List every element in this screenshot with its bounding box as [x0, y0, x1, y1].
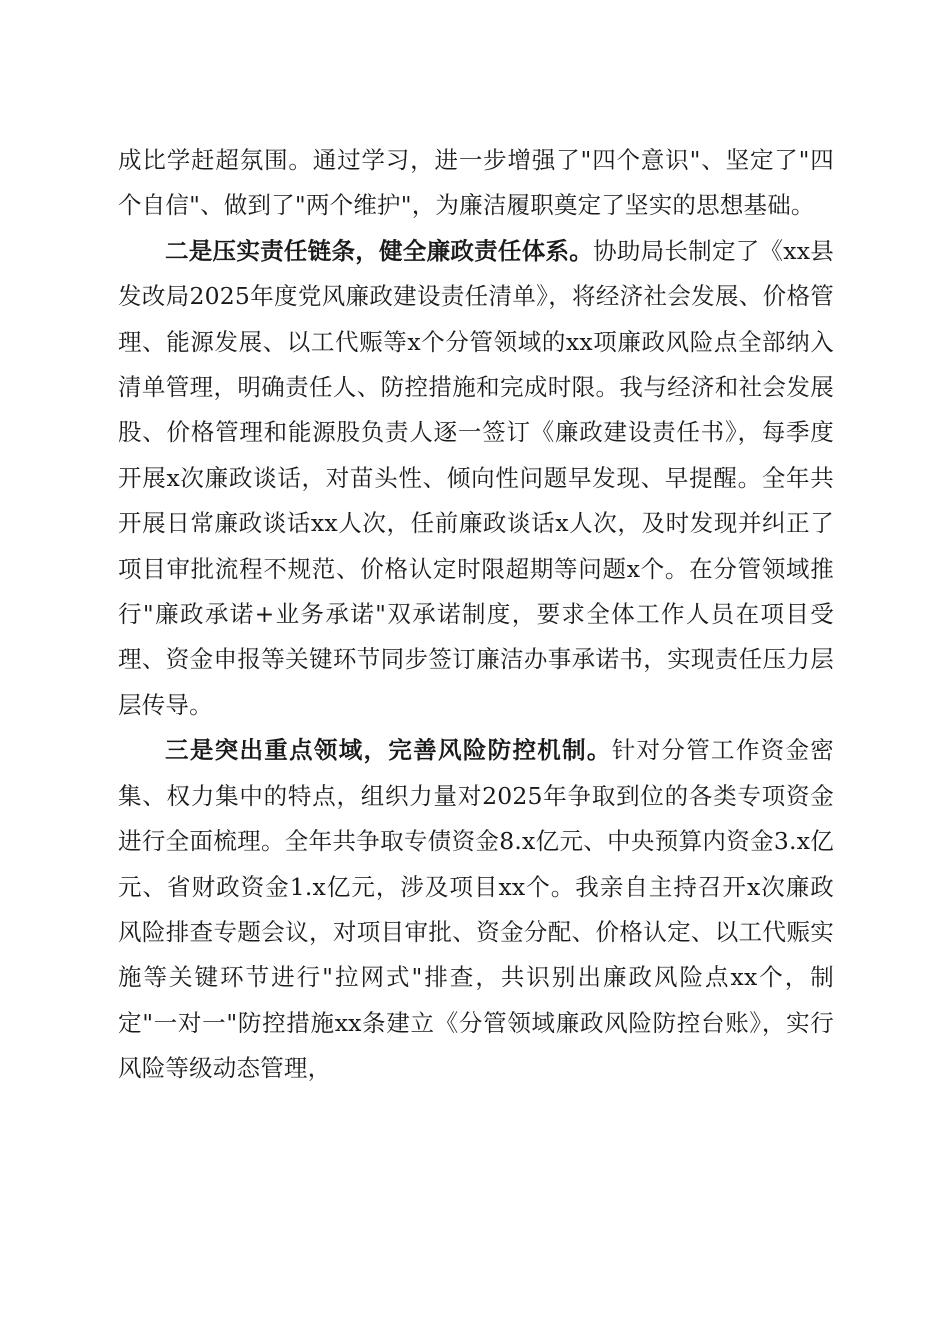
paragraph-risk-control	[118, 728, 834, 1091]
paragraph-text: 针对分管工作资金密集、权力集中的特点，组织力量对2025年争取到位的各类专项资金进行全面梳理。全年共争取专债资金8.x亿元、中央预算内资金3.x亿元、省财政资金1.x亿元，涉及项目xx个。我亲自主持召开x次廉政风险排查专题会议，对项目审批、资金分配、价格认定、以工代赈实施等关键环节进行"拉网式"排查，共识别出廉政风险点xx个，制定"一对一"防控措施xx条建立《分管领域廉政风险防控台账》，实行风险等级动态管理，	[118, 736, 834, 1083]
document-body	[118, 138, 834, 1092]
paragraph-lead: 二是压实责任链条，健全廉政责任体系。	[165, 236, 594, 265]
paragraph-lead: 三是突出重点领域，完善风险防控机制。	[165, 736, 612, 765]
paragraph-responsibility-chain	[118, 229, 834, 728]
paragraph-continuation	[118, 138, 834, 229]
paragraph-text: 成比学赶超氛围。通过学习，进一步增强了"四个意识"、坚定了"四个自信"、做到了"两个维护"，为廉洁履职奠定了坚实的思想基础。	[118, 146, 834, 220]
paragraph-text: 协助局长制定了《xx县发改局2025年度党风廉政建设责任清单》，将经济社会发展、价格管理、能源发展、以工代赈等x个分管领域的xx项廉政风险点全部纳入清单管理，明确责任人、防控措施和完成时限。我与经济和社会发展股、价格管理和能源股负责人逐一签订《廉政建设责任书》，每季度开展x次廉政谈话，对苗头性、倾向性问题早发现、早提醒。全年共开展日常廉政谈话xx人次，任前廉政谈话x人次，及时发现并纠正了项目审批流程不规范、价格认定时限超期等问题x个。在分管领域推行"廉政承诺+业务承诺"双承诺制度，要求全体工作人员在项目受理、资金申报等关键环节同步签订廉洁办事承诺书，实现责任压力层层传导。	[118, 236, 834, 719]
